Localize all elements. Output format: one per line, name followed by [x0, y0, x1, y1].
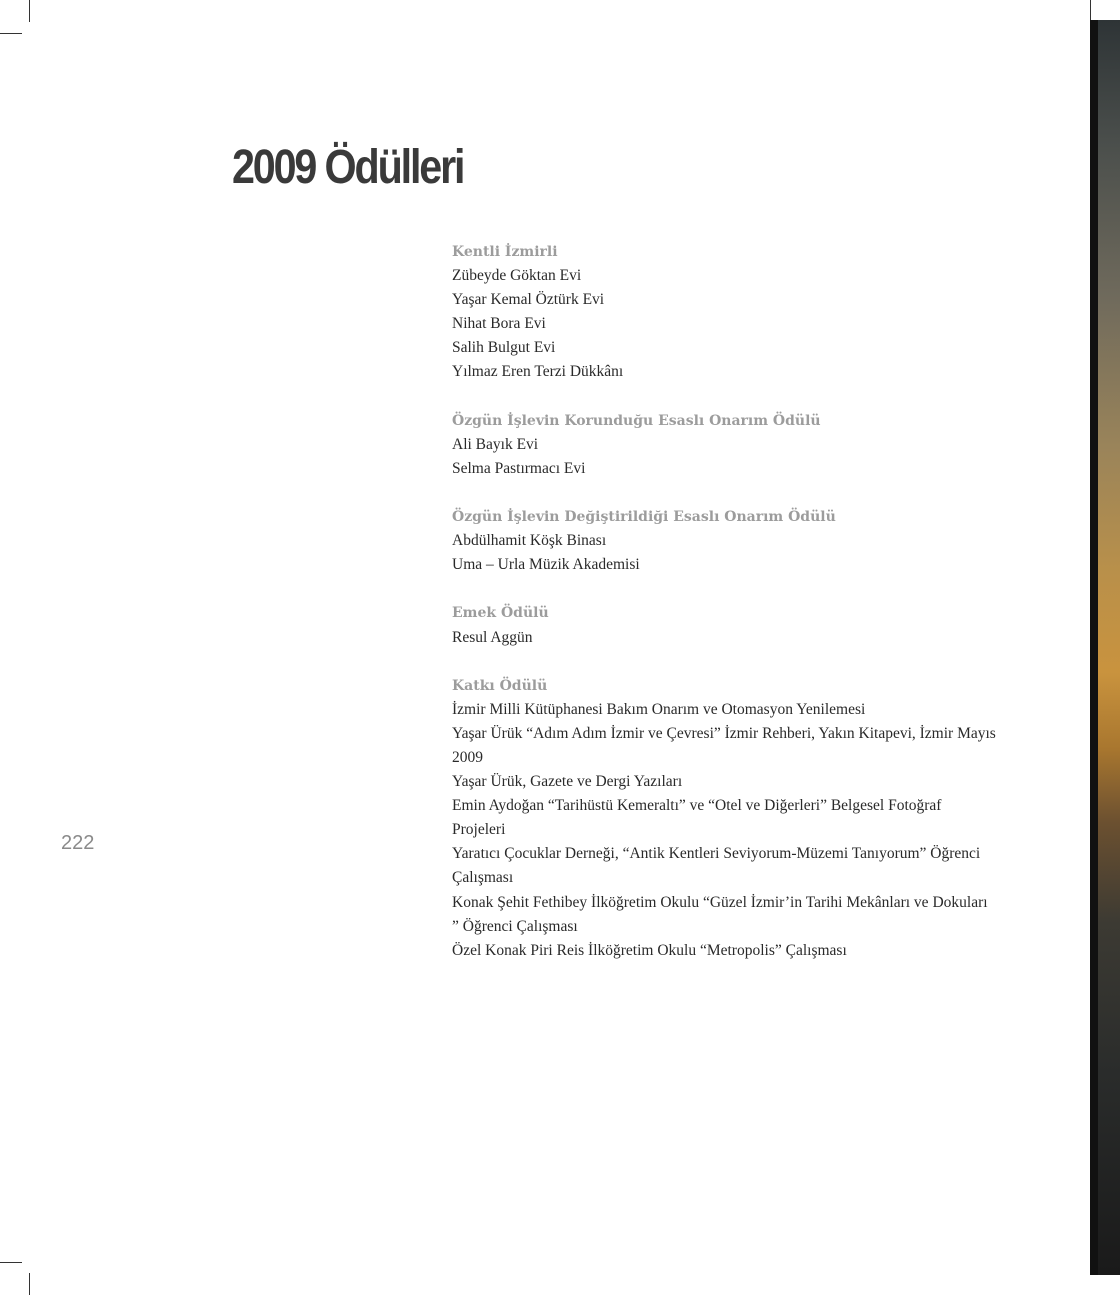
award-recipient: Abdülhamit Köşk Binası [452, 532, 607, 550]
crop-mark-bottom-left-v [29, 1273, 30, 1295]
award-section [452, 674, 997, 963]
award-recipient: Özel Konak Piri Reis İlköğretim Okulu “Metropolis” Çalışması [452, 941, 847, 959]
award-category-heading: Emek Ödülü [452, 605, 549, 622]
award-recipient: Yılmaz Eren Terzi Dükkânı [452, 363, 624, 381]
award-category-heading: Kentli İzmirli [452, 244, 558, 260]
award-recipient: Nihat Bora Evi [452, 315, 546, 333]
crop-mark-top-left-h [0, 33, 22, 34]
award-recipient: Yaşar Ürük, Gazete ve Dergi Yazıları [452, 773, 683, 791]
award-recipient: Zübeyde Göktan Evi [452, 267, 582, 285]
award-recipient: Yaratıcı Çocuklar Derneği, “Antik Kentleri Seviyorum-Müzemi Tanıyorum” Öğrenci Çalışması [452, 845, 981, 887]
crop-mark-top-left-v [29, 0, 30, 22]
award-recipient: Konak Şehit Fethibey İlköğretim Okulu “Güzel İzmir’in Tarihi Mekânları ve Dokuları ” Öğrenci Çalışması [452, 893, 988, 935]
award-section [452, 409, 997, 481]
award-section [452, 240, 997, 385]
award-recipient: Yaşar Kemal Öztürk Evi [452, 291, 605, 309]
awards-list [452, 240, 997, 987]
award-section [452, 505, 997, 577]
award-recipient: Emin Aydoğan “Tarihüstü Kemeraltı” ve “Otel ve Diğerleri” Belgesel Fotoğraf Projeleri [452, 797, 942, 839]
award-recipient: İzmir Milli Kütüphanesi Bakım Onarım ve Otomasyon Yenilemesi [452, 700, 866, 718]
award-recipient: Selma Pastırmacı Evi [452, 459, 586, 477]
award-recipient: Salih Bulgut Evi [452, 339, 556, 357]
award-category-heading: Katkı Ödülü [452, 677, 548, 694]
award-recipient: Ali Bayık Evi [452, 435, 539, 453]
award-recipient: Yaşar Ürük “Adım Adım İzmir ve Çevresi” İzmir Rehberi, Yakın Kitapevi, İzmir Mayıs 2009 [452, 724, 996, 766]
page-number: 222 [61, 832, 95, 854]
crop-mark-top-right-v [1090, 0, 1091, 22]
crop-mark-bottom-left-h [0, 1262, 22, 1263]
award-recipient: Uma – Urla Müzik Akademisi [452, 556, 640, 574]
award-section [452, 601, 997, 649]
award-category-heading: Özgün İşlevin Korunduğu Esaslı Onarım Ödülü [452, 412, 821, 429]
award-category-heading: Özgün İşlevin Değiştirildiği Esaslı Onarım Ödülü [452, 509, 836, 526]
page-edge-shadow [1090, 20, 1098, 1275]
page-title: 2009 Ödülleri [232, 141, 464, 194]
award-recipient: Resul Aggün [452, 628, 533, 646]
